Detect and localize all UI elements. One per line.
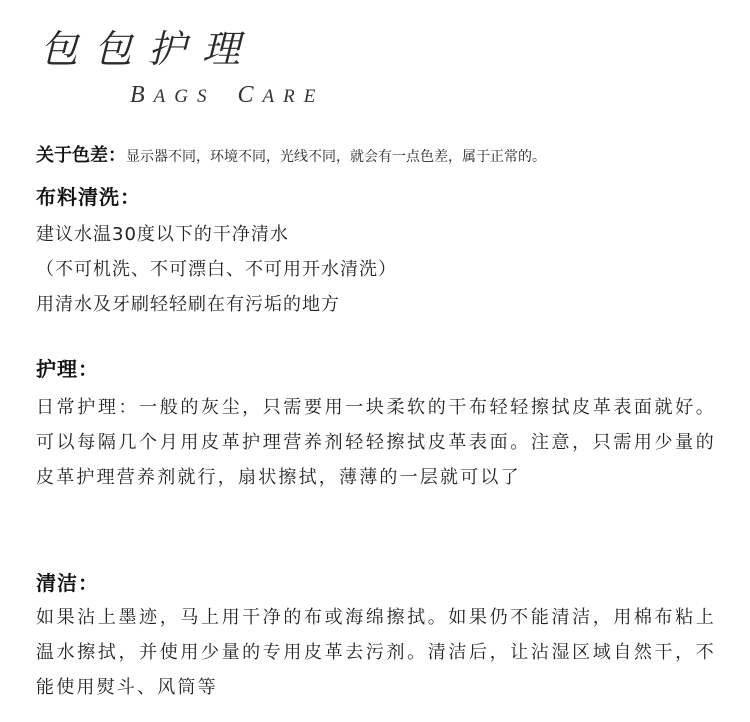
fabric-washing-line-1: 建议水温30度以下的干净清水 <box>36 224 289 245</box>
care-text: 日常护理：一般的灰尘，只需要用一块柔软的干布轻轻擦拭皮革表面就好。可以每隔几个月用皮革护理营养剂轻轻擦拭皮革表面。注意，只需用少量的皮革护理营养剂就行，扇状擦拭，薄薄的一层就可以了 <box>36 397 716 488</box>
fabric-washing-line-3: 用清水及牙刷轻轻刷在有污垢的地方 <box>36 294 340 315</box>
subtitle-word-care: ARE <box>262 86 325 107</box>
subtitle-word-bags: AGS <box>153 86 216 107</box>
page-title: 包包护理 <box>40 27 257 71</box>
subtitle-initial-c: C <box>237 82 263 108</box>
fabric-washing-line-2: （不可机洗、不可漂白、不可用开水清洗） <box>36 259 397 280</box>
color-difference-note <box>36 141 546 167</box>
care-title: 护理： <box>36 357 99 381</box>
cleaning-title: 清洁： <box>36 571 99 595</box>
color-difference-text: 显示器不同，环境不同，光线不同，就会有一点色差，属于正常的。 <box>126 149 546 165</box>
fabric-washing-title: 布料清洗： <box>36 185 141 209</box>
page-subtitle <box>130 82 324 109</box>
color-difference-label: 关于色差： <box>36 145 126 166</box>
cleaning-text: 如果沾上墨迹，马上用干净的布或海绵擦拭。如果仍不能清洁，用棉布粘上温水擦拭，并使用少量的专用皮革去污剂。清洁后，让沾湿区域自然干，不能使用熨斗、风筒等 <box>36 607 716 698</box>
subtitle-initial-b: B <box>130 82 154 108</box>
